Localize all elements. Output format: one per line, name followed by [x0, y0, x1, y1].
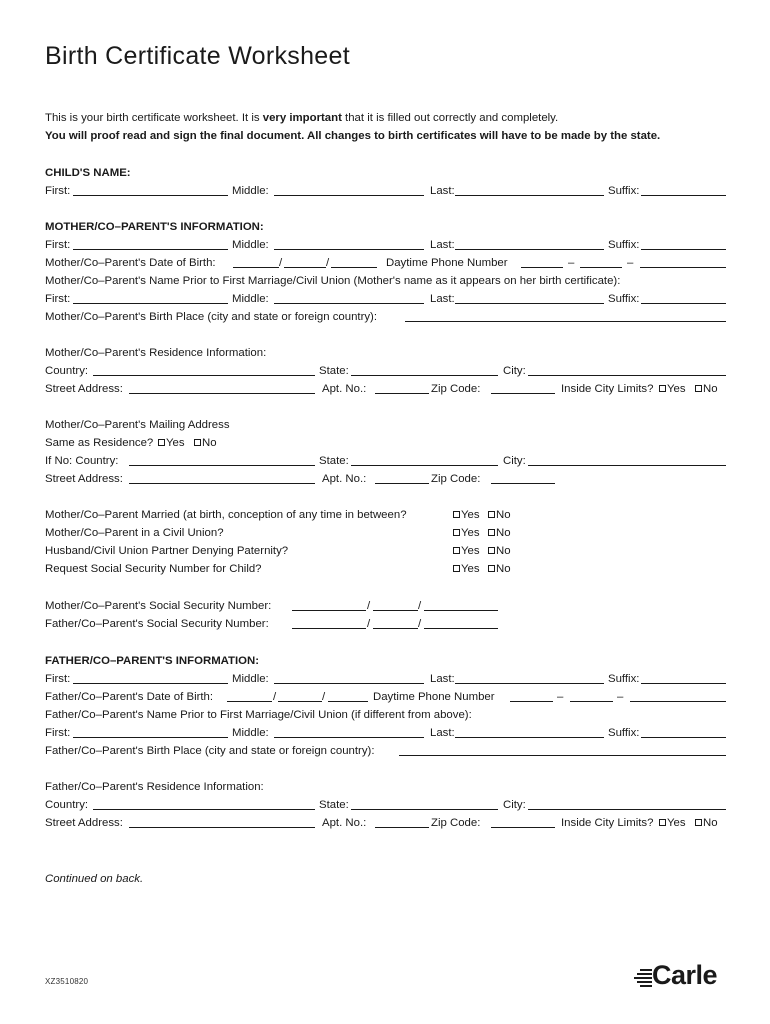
suffix-label: Suffix: — [608, 239, 640, 251]
same-as-residence-label: Same as Residence? — [45, 437, 154, 449]
mother-last-field[interactable] — [455, 249, 604, 250]
question-no[interactable] — [488, 507, 511, 523]
question-row — [45, 561, 726, 577]
question-yes[interactable] — [453, 543, 480, 559]
form-code: XZ3510820 — [45, 977, 89, 986]
mother-ssn-part3-field[interactable] — [424, 610, 498, 611]
mother-prior-suffix-field[interactable] — [641, 303, 726, 304]
child-name-row — [45, 183, 726, 199]
checkbox-icon[interactable] — [158, 439, 165, 446]
city-label: City: — [503, 365, 526, 377]
mother-ssn-row — [45, 598, 726, 614]
last-label: Last: — [430, 727, 455, 739]
inside-city-yes[interactable] — [659, 381, 686, 397]
mother-birth-place-field[interactable] — [405, 321, 726, 322]
city-label: City: — [503, 455, 526, 467]
yes-label: Yes — [461, 563, 480, 575]
father-res-zip-field[interactable] — [491, 827, 555, 828]
question-yes[interactable] — [453, 525, 480, 541]
slash: / — [273, 691, 277, 703]
question-civil-union-label: Mother/Co–Parent in a Civil Union? — [45, 527, 224, 539]
mother-street-row — [45, 381, 726, 397]
intro-emphasis: very important — [262, 112, 342, 124]
apt-label: Apt. No.: — [322, 817, 367, 829]
country-label: Country: — [45, 799, 89, 811]
intro-text: that it is filled out correctly and completely. — [341, 112, 559, 124]
continued-note: Continued on back. — [45, 873, 144, 885]
inside-city-no[interactable] — [695, 815, 718, 831]
suffix-label: Suffix: — [608, 727, 640, 739]
father-middle-field[interactable] — [274, 683, 424, 684]
child-middle-field[interactable] — [274, 195, 424, 196]
mother-res-country-field[interactable] — [93, 375, 315, 376]
father-birth-place-label: Father/Co–Parent's Birth Place (city and state or foreign country): — [45, 745, 375, 757]
street-label: Street Address: — [45, 473, 123, 485]
same-as-residence-row — [45, 435, 726, 451]
question-row — [45, 543, 726, 559]
father-street-row — [45, 815, 726, 831]
father-res-city-field[interactable] — [528, 809, 726, 810]
mother-mail-city-field[interactable] — [528, 465, 726, 466]
mother-res-state-field[interactable] — [351, 375, 498, 376]
mother-dob-row — [45, 255, 726, 271]
slash: / — [418, 600, 422, 612]
father-res-country-field[interactable] — [93, 809, 315, 810]
father-ssn-label: Father/Co–Parent's Social Security Number: — [45, 618, 269, 630]
father-dob-label: Father/Co–Parent's Date of Birth: — [45, 691, 214, 703]
father-ssn-part3-field[interactable] — [424, 628, 498, 629]
father-res-apt-field[interactable] — [375, 827, 429, 828]
father-phone-prefix-field[interactable] — [570, 701, 613, 702]
father-first-field[interactable] — [73, 683, 228, 684]
question-paternity-label: Husband/Civil Union Partner Denying Paternity? — [45, 545, 289, 557]
checkbox-icon[interactable] — [659, 385, 666, 392]
mother-res-street-field[interactable] — [129, 393, 315, 394]
question-yes[interactable] — [453, 507, 480, 523]
mother-ssn-part2-field[interactable] — [373, 610, 418, 611]
father-dob-month-field[interactable] — [227, 701, 272, 702]
first-label: First: — [45, 727, 71, 739]
mother-name-row — [45, 237, 726, 253]
last-label: Last: — [430, 673, 455, 685]
street-label: Street Address: — [45, 817, 123, 829]
daytime-phone-label: Daytime Phone Number — [373, 691, 495, 703]
father-residence-row — [45, 797, 726, 813]
mother-dob-year-field[interactable] — [331, 267, 377, 268]
zip-label: Zip Code: — [431, 383, 481, 395]
mother-dob-day-field[interactable] — [284, 267, 326, 268]
inside-city-label: Inside City Limits? — [561, 817, 654, 829]
carle-logo-icon — [633, 969, 652, 987]
checkbox-icon[interactable] — [488, 547, 495, 554]
yes-label: Yes — [667, 817, 686, 829]
mother-first-field[interactable] — [73, 249, 228, 250]
father-ssn-part1-field[interactable] — [292, 628, 366, 629]
country-label: Country: — [45, 365, 89, 377]
father-ssn-row — [45, 616, 726, 632]
mother-res-city-field[interactable] — [528, 375, 726, 376]
suffix-label: Suffix: — [608, 185, 640, 197]
father-res-street-field[interactable] — [129, 827, 315, 828]
no-label: No — [496, 545, 511, 557]
father-prior-suffix-field[interactable] — [641, 737, 726, 738]
mother-prior-middle-field[interactable] — [274, 303, 424, 304]
father-name-row — [45, 671, 726, 687]
first-label: First: — [45, 185, 71, 197]
father-last-field[interactable] — [455, 683, 604, 684]
suffix-label: Suffix: — [608, 673, 640, 685]
first-label: First: — [45, 293, 71, 305]
mother-mailing-row — [45, 453, 726, 469]
father-dob-row — [45, 689, 726, 705]
last-label: Last: — [430, 239, 455, 251]
page-title: Birth Certificate Worksheet — [45, 42, 350, 70]
checkbox-icon[interactable] — [194, 439, 201, 446]
checkbox-icon[interactable] — [488, 565, 495, 572]
no-label: No — [496, 563, 511, 575]
slash: / — [367, 600, 371, 612]
checkbox-icon[interactable] — [453, 565, 460, 572]
checkbox-icon[interactable] — [488, 529, 495, 536]
father-prior-name-row — [45, 725, 726, 741]
yes-label: Yes — [461, 545, 480, 557]
mother-dob-label: Mother/Co–Parent's Date of Birth: — [45, 257, 216, 269]
slash: / — [418, 618, 422, 630]
yes-label: Yes — [166, 437, 185, 449]
carle-logo-text: Carle — [652, 960, 718, 990]
middle-label: Middle: — [232, 239, 269, 251]
same-no[interactable] — [194, 435, 217, 451]
father-ssn-part2-field[interactable] — [373, 628, 418, 629]
father-heading: FATHER/CO–PARENT'S INFORMATION: — [45, 655, 260, 667]
question-row — [45, 525, 726, 541]
state-label: State: — [319, 799, 349, 811]
mother-heading: MOTHER/CO–PARENT'S INFORMATION: — [45, 221, 264, 233]
street-label: Street Address: — [45, 383, 123, 395]
slash: / — [326, 257, 330, 269]
last-label: Last: — [430, 185, 455, 197]
checkbox-icon[interactable] — [453, 511, 460, 518]
question-row — [45, 507, 726, 523]
mother-mailing-label: Mother/Co–Parent's Mailing Address — [45, 419, 230, 431]
question-no[interactable] — [488, 543, 511, 559]
mother-birth-place-row — [45, 309, 726, 325]
city-label: City: — [503, 799, 526, 811]
question-no[interactable] — [488, 561, 511, 577]
father-prior-first-field[interactable] — [73, 737, 228, 738]
inside-city-label: Inside City Limits? — [561, 383, 654, 395]
checkbox-icon[interactable] — [453, 529, 460, 536]
intro-line-2: You will proof read and sign the final document. All changes to birth certificates will have to be made by the state. — [45, 130, 661, 142]
suffix-label: Suffix: — [608, 293, 640, 305]
dash: – — [627, 257, 634, 269]
no-label: No — [202, 437, 217, 449]
mother-suffix-field[interactable] — [641, 249, 726, 250]
zip-label: Zip Code: — [431, 817, 481, 829]
father-prior-middle-field[interactable] — [274, 737, 424, 738]
middle-label: Middle: — [232, 727, 269, 739]
mother-prior-last-field[interactable] — [455, 303, 604, 304]
apt-label: Apt. No.: — [322, 473, 367, 485]
last-label: Last: — [430, 293, 455, 305]
child-suffix-field[interactable] — [641, 195, 726, 196]
question-no[interactable] — [488, 525, 511, 541]
first-label: First: — [45, 673, 71, 685]
mother-residence-label: Mother/Co–Parent's Residence Information: — [45, 347, 267, 359]
father-residence-label: Father/Co–Parent's Residence Information: — [45, 781, 264, 793]
inside-city-yes[interactable] — [659, 815, 686, 831]
father-phone-line-field[interactable] — [630, 701, 726, 702]
mother-middle-field[interactable] — [274, 249, 424, 250]
mother-mail-state-field[interactable] — [351, 465, 498, 466]
child-first-field[interactable] — [73, 195, 228, 196]
middle-label: Middle: — [232, 673, 269, 685]
mother-ssn-part1-field[interactable] — [292, 610, 366, 611]
daytime-phone-label: Daytime Phone Number — [386, 257, 508, 269]
no-label: No — [703, 817, 718, 829]
yes-label: Yes — [461, 527, 480, 539]
dash: – — [568, 257, 575, 269]
inside-city-no[interactable] — [695, 381, 718, 397]
father-prior-last-field[interactable] — [455, 737, 604, 738]
father-prior-name-label: Father/Co–Parent's Name Prior to First Marriage/Civil Union (if different from above): — [45, 709, 472, 721]
carle-logo — [633, 962, 729, 992]
question-ssn-label: Request Social Security Number for Child? — [45, 563, 262, 575]
yes-label: Yes — [461, 509, 480, 521]
mother-prior-name-row — [45, 291, 726, 307]
mother-residence-row — [45, 363, 726, 379]
mother-prior-first-field[interactable] — [73, 303, 228, 304]
mother-phone-prefix-field[interactable] — [580, 267, 622, 268]
no-label: No — [496, 527, 511, 539]
slash: / — [322, 691, 326, 703]
state-label: State: — [319, 455, 349, 467]
father-res-state-field[interactable] — [351, 809, 498, 810]
checkbox-icon[interactable] — [695, 385, 702, 392]
father-suffix-field[interactable] — [641, 683, 726, 684]
checkbox-icon[interactable] — [695, 819, 702, 826]
father-dob-day-field[interactable] — [278, 701, 322, 702]
no-label: No — [496, 509, 511, 521]
dash: – — [617, 691, 624, 703]
state-label: State: — [319, 365, 349, 377]
if-no-country-label: If No: Country: — [45, 455, 119, 467]
mother-mail-zip-field[interactable] — [491, 483, 555, 484]
middle-label: Middle: — [232, 293, 269, 305]
mother-mail-apt-field[interactable] — [375, 483, 429, 484]
mother-res-apt-field[interactable] — [375, 393, 429, 394]
father-phone-area-field[interactable] — [510, 701, 553, 702]
yes-label: Yes — [667, 383, 686, 395]
father-birth-place-row — [45, 743, 726, 759]
checkbox-icon[interactable] — [488, 511, 495, 518]
first-label: First: — [45, 239, 71, 251]
mother-res-zip-field[interactable] — [491, 393, 555, 394]
same-yes[interactable] — [158, 435, 185, 451]
slash: / — [279, 257, 283, 269]
question-married-label: Mother/Co–Parent Married (at birth, conception of any time in between? — [45, 509, 407, 521]
child-heading: CHILD'S NAME: — [45, 167, 131, 179]
mother-prior-name-label: Mother/Co–Parent's Name Prior to First Marriage/Civil Union (Mother's name as it appears on her birth certificate): — [45, 275, 621, 287]
zip-label: Zip Code: — [431, 473, 481, 485]
intro-text: This is your birth certificate worksheet. It is — [45, 112, 263, 124]
checkbox-icon[interactable] — [453, 547, 460, 554]
middle-label: Middle: — [232, 185, 269, 197]
apt-label: Apt. No.: — [322, 383, 367, 395]
no-label: No — [703, 383, 718, 395]
mother-phone-area-field[interactable] — [521, 267, 563, 268]
mother-dob-month-field[interactable] — [233, 267, 279, 268]
mother-ssn-label: Mother/Co–Parent's Social Security Number: — [45, 600, 272, 612]
question-yes[interactable] — [453, 561, 480, 577]
mother-birth-place-label: Mother/Co–Parent's Birth Place (city and state or foreign country): — [45, 311, 378, 323]
mother-mail-street-row — [45, 471, 726, 487]
mother-mail-country-field[interactable] — [129, 465, 315, 466]
father-dob-year-field[interactable] — [328, 701, 368, 702]
mother-mail-street-field[interactable] — [129, 483, 315, 484]
mother-phone-line-field[interactable] — [640, 267, 726, 268]
intro-line-1 — [45, 112, 558, 124]
slash: / — [367, 618, 371, 630]
checkbox-icon[interactable] — [659, 819, 666, 826]
dash: – — [557, 691, 564, 703]
child-last-field[interactable] — [455, 195, 604, 196]
father-birth-place-field[interactable] — [399, 755, 726, 756]
